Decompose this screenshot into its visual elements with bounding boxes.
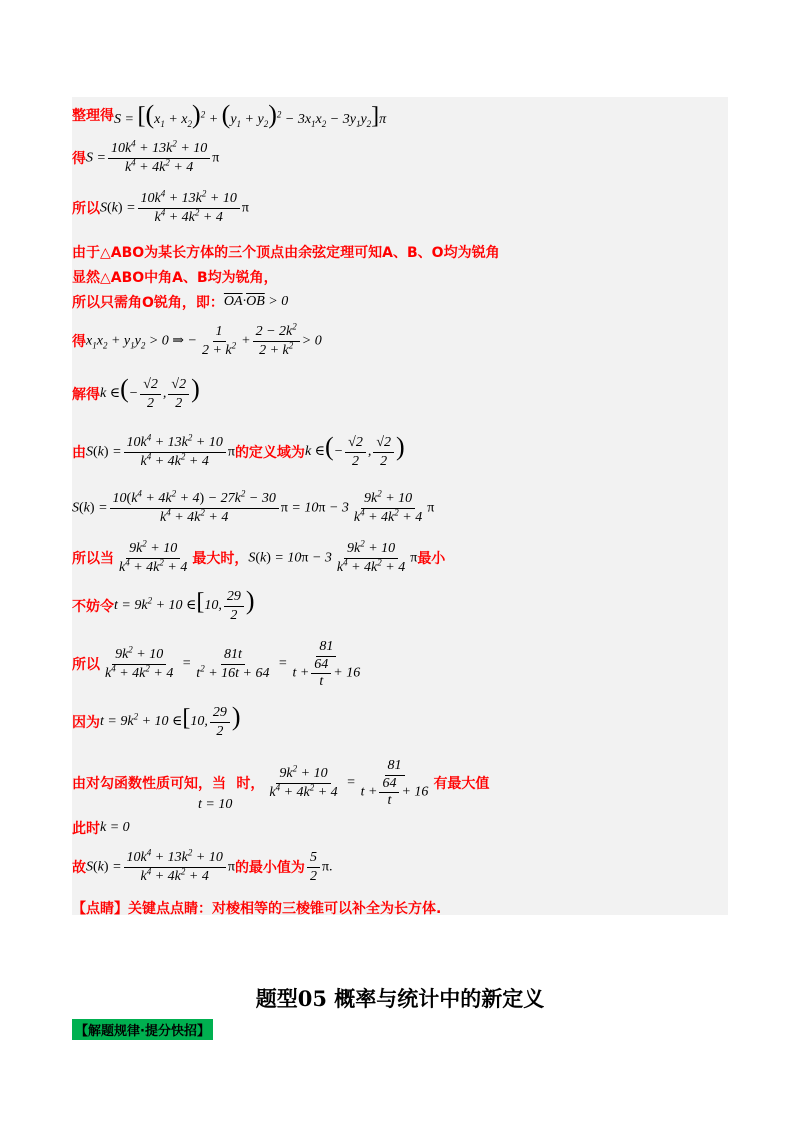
formula-sk: S(k) = $\frac{10k^4 + 13k^2 + 10}{k^4 + 4k^2 + 4}$ π	[100, 187, 249, 225]
text-angles-ab: 显然△ABO中角A、B均为锐角，	[72, 270, 278, 286]
step-angle-o	[72, 291, 288, 313]
step-rewrite	[72, 488, 434, 528]
step-sk-formula	[72, 187, 249, 226]
formula-t-range-2: $t = 9k^2 + 10$ ∈[10, $\frac{29}{2}$ )	[100, 702, 241, 739]
label-therefore-2: 所以	[72, 657, 100, 673]
formula-inequality: $x_1x_2 + y_1y_2 > 0$ ⇒ − $\frac{1}{2 + k^2}$ + $\frac{2 - 2k^2}{2 + k^2}$ > 0	[86, 320, 322, 358]
step-ratio-t	[72, 636, 365, 692]
key-point-note: 【点睛】关键点点睛：对棱相等的三棱锥可以补全为长方体.	[72, 901, 442, 917]
label-therefore: 所以	[72, 201, 100, 217]
step-s-formula	[72, 137, 220, 176]
step-hook-function	[72, 752, 489, 814]
label-simplify: 整理得	[72, 108, 114, 124]
formula-min-value: $\frac{5}{2}$ π.	[305, 850, 333, 885]
label-get-2: 得	[72, 334, 86, 350]
label-max-when: 最大时，	[192, 551, 249, 567]
label-hook-function: 由对勾函数性质可知，当	[72, 776, 226, 792]
label-at-this-time: 此时	[72, 821, 100, 837]
step-angles-ab	[72, 267, 278, 287]
formula-t-range: $t = 9k^2 + 10$ ∈[10, $\frac{29}{2}$ )	[114, 586, 255, 623]
formula-ratio: $\frac{9k^2 + 10}{k^4 + 4k^2 + 4}$	[119, 537, 188, 575]
label-because: 因为	[72, 715, 100, 731]
label-solve: 解得	[72, 387, 100, 403]
formula-ratio-t: $\frac{9k^2 + 10}{k^4 + 4k^2 + 4}$ = $\frac{81t}{t^2 + 16t + 64}$ = 81 t + $\frac{64}{t}$ + 16	[105, 639, 361, 689]
tips-tag: 【解题规律·提分快招】	[72, 1019, 213, 1040]
label-min-value: 的最小值为	[234, 860, 305, 876]
formula-k-range: k ∈(− $\frac{√2}{2}$ , $\frac{√2}{2}$ )	[100, 374, 200, 411]
step-k-zero	[72, 818, 130, 838]
label-get: 得	[72, 151, 86, 167]
label-let: 不妨令	[72, 599, 114, 615]
formula-t-value: t = 10	[198, 797, 233, 812]
formula-s: S = $\frac{10k^4 + 13k^2 + 10}{k^4 + 4k^2 + 4}$ π	[86, 137, 220, 175]
label-min: 最小	[417, 551, 446, 567]
step-acute-angles	[72, 242, 500, 262]
step-min-condition	[72, 539, 445, 577]
formula-sk-2: S(k) = $\frac{10k^4 + 13k^2 + 10}{k^4 + 4k^2 + 4}$ π	[86, 431, 235, 469]
formula-sk-3: S(k) = $\frac{10k^4 + 13k^2 + 10}{k^4 + 4k^2 + 4}$ π	[86, 846, 235, 884]
formula-k-zero: k = 0	[100, 820, 130, 835]
label-from: 由	[72, 445, 86, 461]
formula-s-expansion: $S = [(x_1 + x_2)^2 + (y_1 + y_2)^2 - 3x_1x_2 - 3y_1y_2]\pi$	[114, 100, 387, 129]
label-when-2: 时，	[236, 776, 265, 792]
formula-sk-min: S(k) = 10π − 3 $\frac{9k^2 + 10}{k^4 + 4k^2 + 4}$ π	[248, 537, 418, 575]
label-max-value: 有最大值	[433, 776, 490, 792]
step-domain	[72, 432, 405, 472]
step-inequality	[72, 322, 322, 360]
step-because	[72, 702, 241, 742]
text-acute-angles: 由于△ABO为某长方体的三个顶点由余弦定理可知A、B、O均为锐角	[72, 245, 500, 261]
step-solve-k	[72, 374, 200, 414]
formula-dot-product: $\overline{OA}\cdot\overline{OB} > 0$	[223, 294, 289, 309]
step-simplify	[72, 100, 386, 130]
text-angle-o: 所以只需角O锐角，即：	[72, 295, 224, 311]
step-substitute	[72, 586, 255, 626]
label-hence: 故	[72, 860, 86, 876]
formula-rewrite: S(k) = $\frac{10(k^4 + 4k^2 + 4) - 27k^2 - 30}{k^4 + 4k^2 + 4}$ π = 10π − 3 $\frac{9k^2 + 10}{k^4 + 4k^2 + 4}$ π	[72, 487, 435, 525]
label-when: 所以当	[72, 551, 114, 567]
formula-ratio-max: $\frac{9k^2 + 10}{k^4 + 4k^2 + 4}$ = 81 t + $\frac{64}{t}$ + 16	[269, 758, 429, 808]
label-domain: 的定义域为	[234, 445, 305, 461]
section-heading: 题型05 概率与统计中的新定义	[255, 986, 545, 1011]
step-conclusion	[72, 848, 333, 886]
formula-k-range-2: k ∈(− $\frac{√2}{2}$ , $\frac{√2}{2}$ )	[304, 432, 405, 469]
